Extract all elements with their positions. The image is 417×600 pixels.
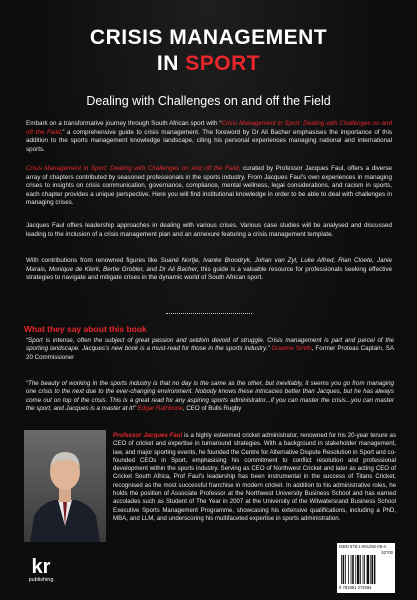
- author-photo: [24, 430, 106, 542]
- author-name: Professor Jacques Faul: [113, 432, 183, 439]
- blurb-text: Embark on a transformative journey through South African sport with “: [26, 120, 222, 127]
- blurb-text: ” a comprehensive guide to crisis management. The foreword by Dr Ali Bacher emphasises the importance of this addition to the sports management knowledge landscape, citing his personal experiences managing national and international sports.: [26, 128, 393, 153]
- quote-role: , Former Proteas Captain, SA 20 Commissioner: [26, 345, 394, 361]
- author-bio-text: is a highly esteemed cricket administrator, renowned for his 20-year tenure as CEO of cricket and expertise in turnaround strategies. With a background in stakeholder management, law, and major sporting events, he founded the Centre for Alternative Dispute Resolution in Sport and co-founded CEOs in Sport, emphasising his commitment to conflict resolution and professional development within the sports industry. Serving as CEO of Northwest Cricket and later as acting CEO of Cricket South Africa, Prof Faul’s leadership has been instrumental in the success of Titans Cricket, recognised as the most successful franchise in modern cricket. In addition to his administrative roles, he holds the position of Associate Professor at the Northwest University Business School and has earned accolades such as Student of The Year in 2007 at the University of the Witwatersrand Business School Executive Sports Management Programme, showcasing his extensive qualifications, including a PhD, MBA, and LLM, and underscoring his multifaceted expertise in sports administration.: [113, 432, 396, 522]
- book-subtitle: Dealing with Challenges on and off the Field: [86, 94, 331, 108]
- quote-role: , CEO of Bulls Rugby: [182, 405, 242, 413]
- blurb-book-title: Crisis Management in Sport: Dealing with Challenges on and off the Field,: [26, 120, 392, 136]
- contributor-names: Suané Nortje, Ivanke Broodryk, Johan van Zyl, Luke Alfred, Rian Cloete, Janie Marais, Monique de Klerk, Bertie Grobler, and Dr Ali Bacher,: [26, 257, 392, 273]
- reviews-heading: What they say about this book: [24, 324, 147, 334]
- quote-author: Edgar Rathbone: [137, 405, 183, 413]
- barcode-bars-icon: [340, 555, 392, 584]
- blurb-paragraph-2: [26, 165, 392, 208]
- quote-text: “Sport is intense, often the subject of great passion and seldom devoid of struggle. Crisis management is part and parcel of the sporting landscape. Jacques’s new book is a must-read for those in the sports industry.”: [26, 337, 394, 353]
- book-title-line2: [0, 52, 417, 76]
- publisher-logo: [26, 557, 56, 583]
- quote-text: “The beauty of working in the sports industry is that no day is the same as the other, but inevitably, it seems you go from managing one crisis to the next due to the ever-changing environment. Nobody knows these intricacies better than Jacques, but he has always come out on top of the crisis. This is a great read for any aspiring sports administrator...if you can master the crisis...you can master the sport, and Jacques is a master at it!”: [26, 380, 394, 413]
- blurb-text: With contributions from renowned figures like: [26, 257, 161, 264]
- author-bio: [113, 432, 396, 523]
- price-code: 52700: [381, 550, 393, 555]
- quote-author: Graeme Smith: [271, 345, 312, 353]
- author-portrait-icon: [24, 430, 106, 542]
- book-title-line1: CRISIS MANAGEMENT: [89, 26, 328, 49]
- blurb-paragraph-4: [26, 257, 392, 283]
- review-quote-1: [26, 337, 394, 362]
- blurb-text: curated by Professor Jacques Faul, offers a diverse array of chapters contributed by seasoned professionals in the sports industry. From Jacques Faul’s own experiences in managing crises to insights on crisis communication, governance, compliance, mental wellness, legal considerations, and racism in sports, each chapter provides a unique perspective. Here you will find institutional knowledge in order to be able to deal with challenges in managing crises.: [26, 165, 392, 207]
- isbn-label: ISBN 978-1-991292-09-4: [339, 544, 386, 549]
- review-quote-2: [26, 380, 394, 414]
- blurb-text: this guide is a valuable resource for professionals seeking effective strategies to navigate and mitigate crises in the dynamic world of South African sport.: [26, 265, 392, 282]
- blurb-paragraph-3: Jacques Faul offers leadership approaches in dealing with various crises. Various case studies will be analysed and discussed leading to the inclusion of a crisis management plan and an annexure featuring a crisis management template.: [26, 222, 392, 238]
- title-in: IN: [156, 52, 186, 75]
- barcode: [337, 543, 395, 593]
- publisher-logo-mark: kr: [31, 556, 51, 578]
- barcode-digits: 9 781991 272094: [339, 585, 372, 590]
- publisher-logo-text: publishing: [28, 577, 54, 583]
- blurb-paragraph-1: [26, 120, 392, 154]
- blurb-book-title: Crisis Management in Sport: Dealing with Challenges on and off the Field,: [26, 165, 241, 172]
- dotted-divider: [166, 313, 252, 314]
- title-sport: SPORT: [185, 52, 261, 75]
